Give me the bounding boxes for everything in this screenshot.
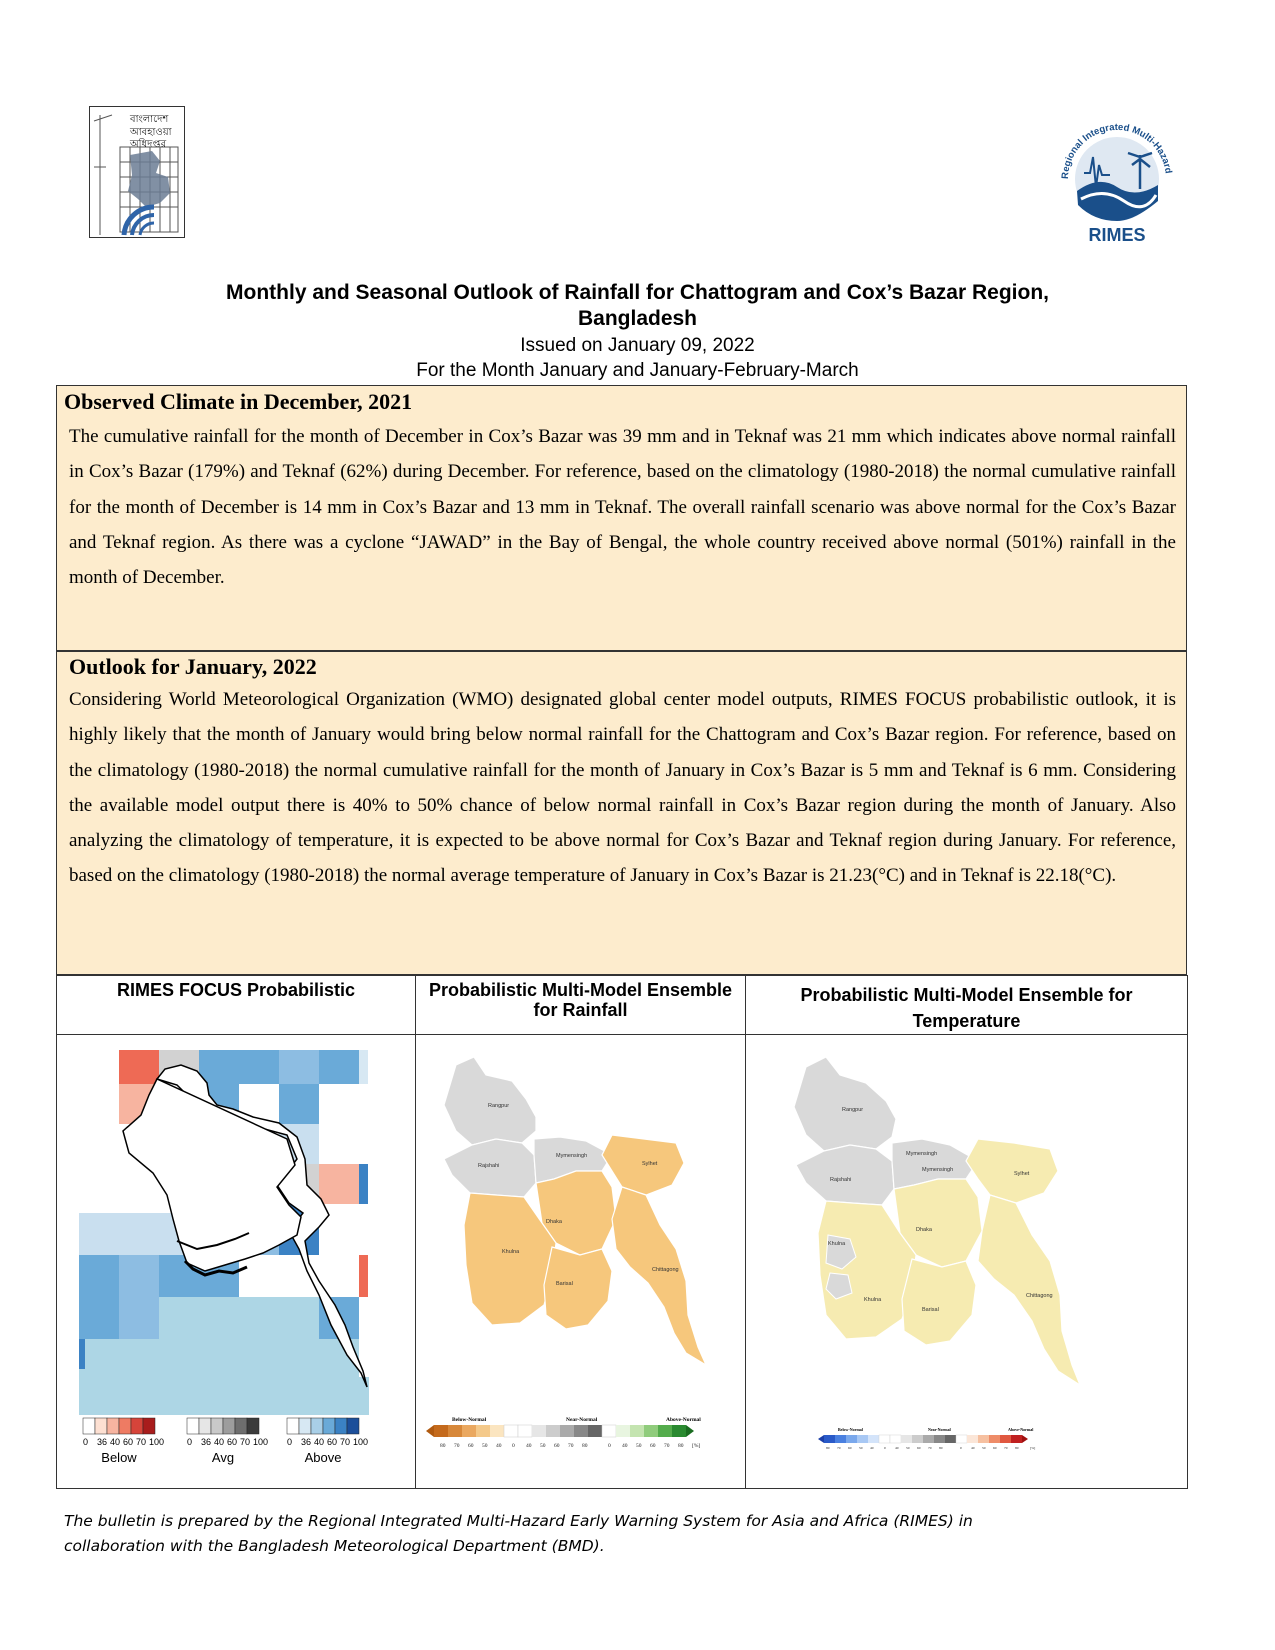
focus-avg-tick: 36 — [201, 1437, 212, 1447]
bmd-logo-line3: অধিদপ্তর — [130, 139, 167, 150]
temperature-tick: 40 — [971, 1446, 975, 1450]
focus-legend-above-label: Above — [304, 1450, 342, 1465]
footer-line2: collaboration with the Bangladesh Meteorological Department (BMD). — [64, 1537, 605, 1555]
focus-above-tick: 36 — [301, 1437, 312, 1447]
outlook-text: Considering World Meteorological Organization (WMO) designated global center model outputs, RIMES FOCUS probabilistic outlook, it is highly likely that the month of January would bring below normal rainfall for the Chattogram and Cox’s Bazar region. For reference, based on the climatology (1980-2018) the normal cumulative rainfall for the month of January in Cox’s Bazar is 5 mm and Teknaf is 6 mm. Considering the available model output there is 40% to 50% chance of below normal rainfall in Cox’s Bazar region during the month of January. Also analyzing the climatology of temperature, it is expected to be above normal for Cox’s Bazar and Teknaf region during January. For reference, based on the climatology (1980-2018) the normal average temperature of January in Cox’s Bazar is 21.23(°C) and in Teknaf is 22.18(°C). — [69, 689, 1176, 887]
temperature-map-cell — [746, 1035, 1188, 1489]
outlook-maps-table — [56, 975, 1188, 1489]
rimes-ring-text: Regional Integrated Multi-Hazard — [1059, 121, 1174, 180]
focus-avg-tick: 70 — [240, 1437, 251, 1447]
focus-probabilistic-map — [57, 1035, 414, 1488]
rainfall-tick: 50 — [636, 1443, 642, 1449]
temperature-label-khulna-2: Khulna — [864, 1297, 882, 1303]
outlook-period: For the Month January and January-February-March — [416, 360, 859, 381]
rimes-logo-name: RIMES — [1088, 225, 1146, 245]
rainfall-tick: 70 — [664, 1443, 670, 1449]
bulletin-title-line1: Monthly and Seasonal Outlook of Rainfall for Chattogram and Cox’s Bazar Region, — [226, 281, 1049, 304]
rainfall-tick: 80 — [582, 1443, 588, 1449]
temperature-ensemble-map — [746, 1035, 1186, 1488]
temperature-tick: 50 — [982, 1446, 986, 1450]
outlook-section — [56, 651, 1187, 975]
temperature-tick-unit: [%] — [1030, 1446, 1036, 1450]
temperature-label-sylhet: Sylhet — [1014, 1171, 1030, 1177]
rainfall-tick: 40 — [496, 1443, 502, 1449]
temperature-label-rajshahi: Rajshahi — [830, 1177, 852, 1183]
focus-avg-tick: 40 — [214, 1437, 225, 1447]
temperature-tick: 80 — [1015, 1446, 1019, 1450]
issued-date: Issued on January 09, 2022 — [520, 335, 755, 356]
focus-below-tick: 70 — [136, 1437, 147, 1447]
rainfall-tick: 0 — [608, 1443, 611, 1449]
map-title-focus: RIMES FOCUS Probabilistic — [116, 980, 356, 1000]
map-header-rainfall — [416, 976, 746, 1035]
bmd-logo-line2: আবহাওয়া — [130, 127, 172, 138]
temperature-label-mymensingh-2: Mymensingh — [922, 1167, 954, 1173]
rainfall-ensemble-map — [416, 1035, 744, 1488]
temperature-tick: 0 — [884, 1446, 886, 1450]
outlook-heading: Outlook for January, 2022 — [69, 654, 317, 679]
bmd-logo-line1: বাংলাদেশ — [130, 114, 169, 125]
rainfall-tick: 70 — [454, 1443, 460, 1449]
rainfall-tick: 70 — [568, 1443, 574, 1449]
rainfall-legend-near: Near-Normal — [566, 1417, 598, 1423]
rimes-logo-icon — [1054, 113, 1180, 249]
rainfall-legend-below: Below-Normal — [452, 1417, 487, 1423]
temperature-label-dhaka: Dhaka — [916, 1227, 932, 1233]
temperature-legend-below: Below-Normal — [838, 1427, 863, 1432]
focus-map-cell — [57, 1035, 416, 1489]
focus-avg-tick: 0 — [187, 1437, 193, 1447]
rainfall-label-sylhet: Sylhet — [642, 1161, 658, 1167]
temperature-tick: 70 — [837, 1446, 841, 1450]
observed-climate-text: The cumulative rainfall for the month of December in Cox’s Bazar was 39 mm and in Teknaf was 21 mm which indicates above normal rainfall in Cox’s Bazar (179%) and Teknaf (62%) during December. For reference, based on the climatology (1980-2018) the normal cumulative rainfall for the month of December is 14 mm in Cox’s Bazar and 13 mm in Teknaf. The overall rainfall scenario was above normal for the Cox’s Bazar and Teknaf region. As there was a cyclone “JAWAD” in the Bay of Bengal, the whole country received above normal (501%) rainfall in the month of December. — [69, 426, 1176, 589]
rainfall-label-dhaka: Dhaka — [546, 1219, 562, 1225]
focus-above-tick: 0 — [287, 1437, 293, 1447]
rainfall-tick-unit: [%] — [692, 1443, 701, 1449]
rainfall-label-rajshahi: Rajshahi — [478, 1163, 500, 1169]
focus-legend-avg-label: Avg — [211, 1450, 235, 1465]
temperature-tick: 60 — [848, 1446, 852, 1450]
rainfall-tick: 0 — [512, 1443, 515, 1449]
bmd-logo — [89, 106, 185, 238]
bulletin-footer — [64, 1509, 1194, 1559]
observed-climate-section — [56, 385, 1187, 651]
temperature-tick: 70 — [928, 1446, 932, 1450]
temperature-tick: 0 — [960, 1446, 962, 1450]
rainfall-label-barisal: Barisal — [556, 1281, 573, 1287]
footer-line1: The bulletin is prepared by the Regional Integrated Multi-Hazard Early Warning System for Asia and Africa (RIMES) in — [64, 1512, 973, 1530]
temperature-label-mymensingh: Mymensingh — [906, 1151, 938, 1157]
rainfall-label-chittagong: Chittagong — [652, 1267, 679, 1273]
focus-below-tick: 40 — [110, 1437, 121, 1447]
rimes-logo — [1054, 113, 1180, 249]
focus-below-tick: 60 — [123, 1437, 134, 1447]
map-header-temperature — [746, 976, 1188, 1035]
rainfall-label-rangpur: Rangpur — [488, 1103, 510, 1109]
temperature-tick: 40 — [895, 1446, 899, 1450]
rainfall-label-khulna: Khulna — [502, 1249, 520, 1255]
temperature-label-rangpur: Rangpur — [842, 1107, 864, 1113]
temperature-tick: 50 — [906, 1446, 910, 1450]
focus-avg-tick: 60 — [227, 1437, 238, 1447]
temperature-tick: 40 — [870, 1446, 874, 1450]
rainfall-tick: 50 — [540, 1443, 546, 1449]
focus-above-tick: 60 — [327, 1437, 338, 1447]
rainfall-tick: 80 — [440, 1443, 446, 1449]
map-title-temperature: Probabilistic Multi-Model Ensemble for Temperature — [800, 985, 1133, 1031]
focus-above-tick: 40 — [314, 1437, 325, 1447]
rainfall-tick: 80 — [678, 1443, 684, 1449]
focus-below-tick: 0 — [83, 1437, 89, 1447]
focus-legend-below-label: Below — [101, 1450, 137, 1465]
rainfall-tick: 60 — [468, 1443, 474, 1449]
focus-avg-tick: 100 — [253, 1437, 269, 1447]
focus-below-tick: 100 — [149, 1437, 165, 1447]
rainfall-map-cell — [416, 1035, 746, 1489]
rainfall-tick: 40 — [526, 1443, 532, 1449]
temperature-legend-near: Near-Normal — [928, 1427, 951, 1432]
temperature-tick: 50 — [859, 1446, 863, 1450]
focus-above-tick: 70 — [340, 1437, 351, 1447]
observed-climate-heading: Observed Climate in December, 2021 — [64, 389, 413, 414]
temperature-legend-above: Above-Normal — [1008, 1427, 1034, 1432]
temperature-tick: 80 — [826, 1446, 830, 1450]
temperature-tick: 80 — [939, 1446, 943, 1450]
rainfall-label-mymensingh: Mymensingh — [556, 1153, 588, 1159]
temperature-tick: 60 — [917, 1446, 921, 1450]
rainfall-tick: 40 — [622, 1443, 628, 1449]
bulletin-title-line2: Bangladesh — [577, 307, 698, 330]
temperature-label-chittagong: Chittagong — [1026, 1293, 1053, 1299]
rainfall-legend-above: Above-Normal — [666, 1417, 701, 1423]
bmd-logo-icon — [90, 107, 184, 237]
rainfall-tick: 60 — [554, 1443, 560, 1449]
temperature-tick: 70 — [1004, 1446, 1008, 1450]
map-header-focus — [57, 976, 416, 1035]
focus-below-tick: 36 — [97, 1437, 108, 1447]
focus-above-tick: 100 — [353, 1437, 369, 1447]
rainfall-tick: 50 — [482, 1443, 488, 1449]
map-title-rainfall: Probabilistic Multi-Model Ensemble for Rainfall — [428, 980, 733, 1020]
temperature-label-barisal: Barisal — [922, 1307, 939, 1313]
temperature-label-khulna: Khulna — [828, 1241, 846, 1247]
rainfall-tick: 60 — [650, 1443, 656, 1449]
temperature-tick: 60 — [993, 1446, 997, 1450]
